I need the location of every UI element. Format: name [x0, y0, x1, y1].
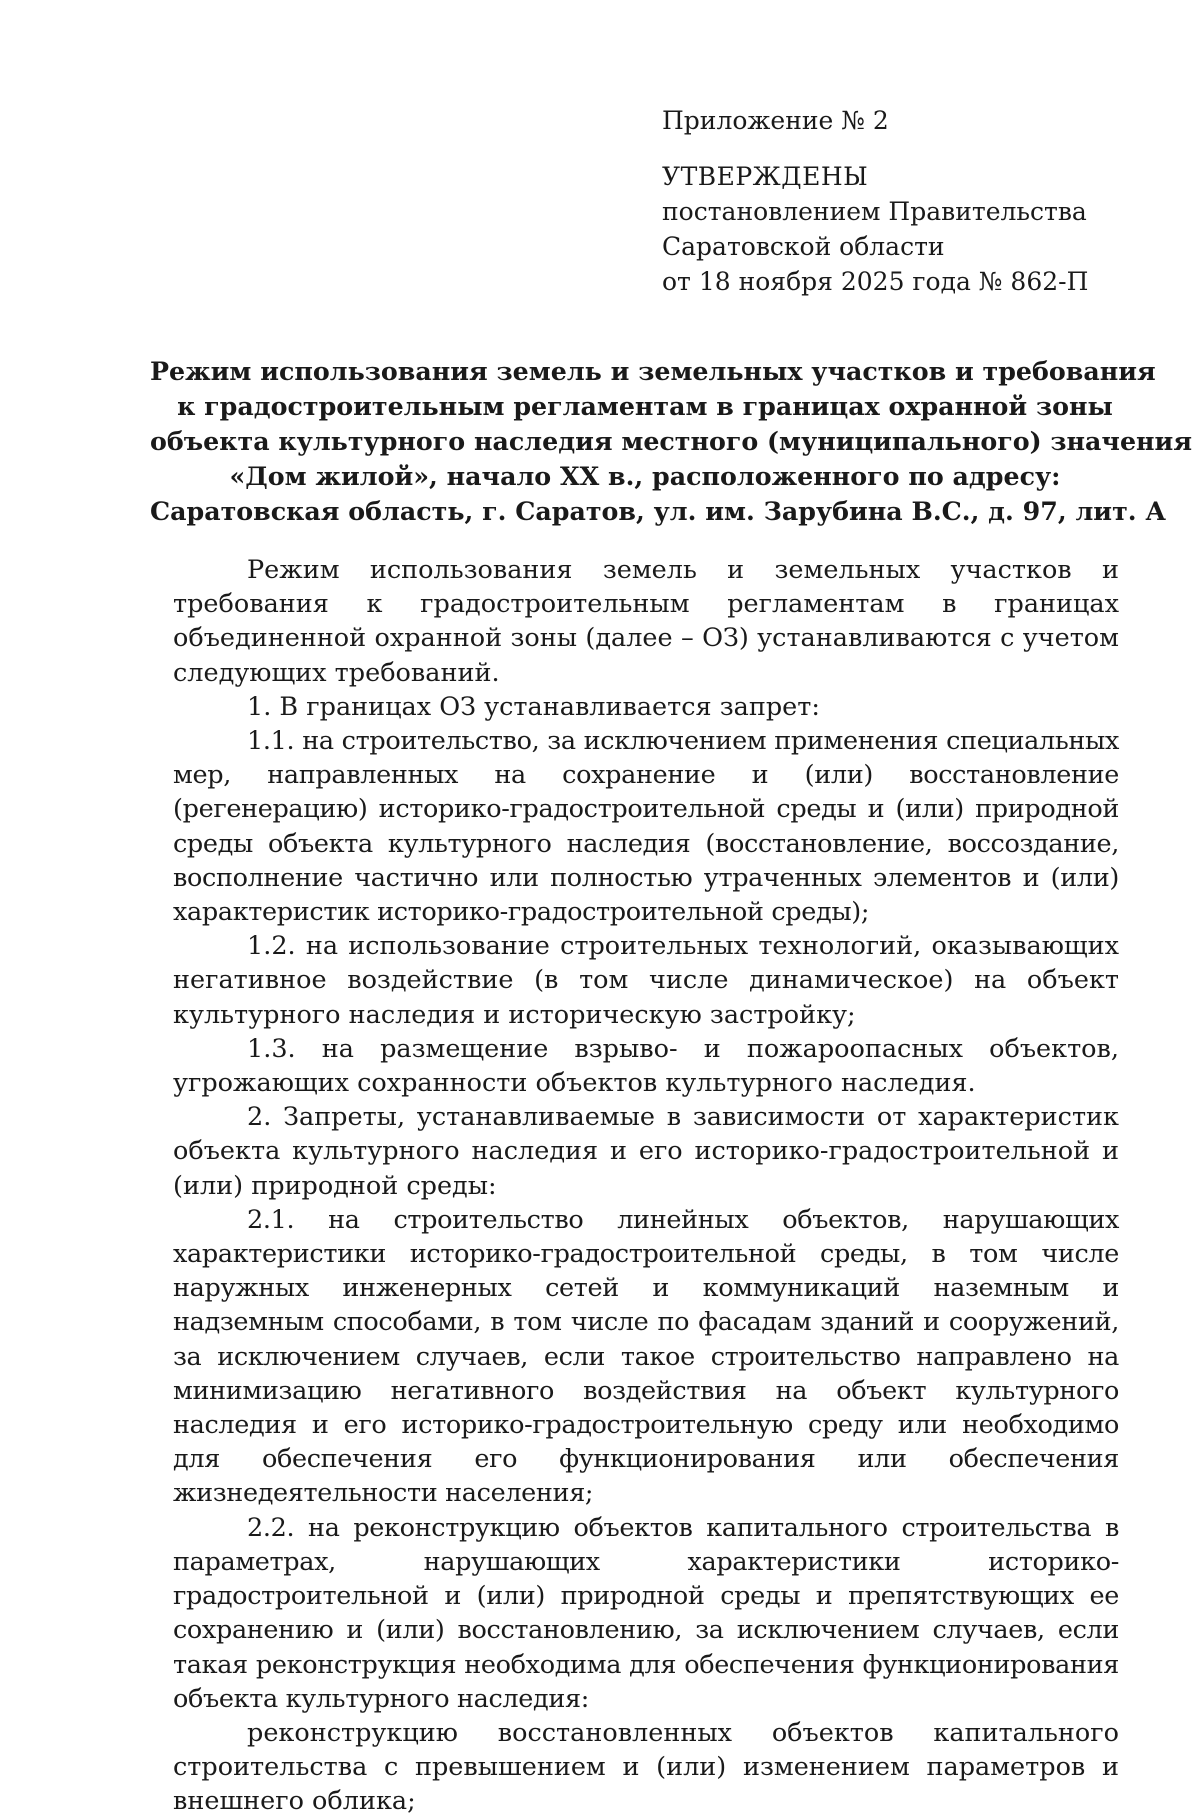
title-line: Режим использования земель и земельных участков и требования	[150, 356, 1156, 386]
approved-heading: УТВЕРЖДЕНЫ	[662, 162, 869, 191]
approval-line: от 18 ноября 2025 года № 862-П	[662, 267, 1089, 296]
approval-line: постановлением Правительства	[662, 197, 1087, 226]
paragraph-1-2: 1.2. на использование строительных технологий, оказывающих негативное воздействие (в том числе динамическое) на объект культурного наследия и историческую застройку;	[173, 931, 1119, 1030]
document-body	[173, 553, 1119, 1819]
paragraph-1-1: 1.1. на строительство, за исключением применения специальных мер, направленных на сохранение и (или) восстановление (регенерацию) историко-градостроительной среды и (или) природной среды объекта культурного наследия (восстановление, воссоздание, восполнение частично или полностью утраченных элементов и (или) характеристик историко-градостроительной среды);	[173, 726, 1119, 928]
annex-number: Приложение № 2	[662, 106, 889, 135]
document-title	[150, 354, 1193, 529]
paragraph-2-2-item: реконструкцию восстановленных объектов капитального строительства с превышением и (или) изменением параметров и внешнего облика;	[173, 1717, 1119, 1817]
paragraph-intro: Режим использования земель и земельных участков и требования к градостроительным регламентам в границах объединенной охранной зоны (далее – ОЗ) устанавливаются с учетом следующих требований.	[173, 555, 1119, 688]
paragraph-1: 1. В границах ОЗ устанавливается запрет:	[247, 691, 820, 722]
paragraph-2: 2. Запреты, устанавливаемые в зависимости от характеристик объекта культурного наследия и его историко-градостроительной и (или) природной среды:	[173, 1102, 1119, 1201]
title-line: «Дом жилой», начало XX в., расположенного по адресу:	[229, 461, 1061, 491]
title-line: объекта культурного наследия местного (муниципального) значения	[150, 426, 1193, 456]
approval-line: Саратовской области	[662, 232, 945, 261]
paragraph-2-2: 2.2. на реконструкцию объектов капитального строительства в параметрах, нарушающих характеристики историко-градостроительной и (или) природной среды и препятствующих ее сохранению и (или) восстановлению, за исключением случаев, если такая реконструкция необходима для обеспечения функционирования объекта культурного наследия:	[173, 1512, 1119, 1714]
paragraph-1-3: 1.3. на размещение взрыво- и пожароопасных объектов, угрожающих сохранности объектов культурного наследия.	[173, 1033, 1119, 1099]
paragraph-2-1: 2.1. на строительство линейных объектов, нарушающих характеристики историко-градостроительной среды, в том числе наружных инженерных сетей и коммуникаций наземным и надземным способами, в том числе по фасадам зданий и сооружений, за исключением случаев, если такое строительство направлено на минимизацию негативного воздействия на объект культурного наследия и его историко-градостроительную среду или необходимо для обеспечения его функционирования или обеспечения жизнедеятельности населения;	[173, 1204, 1119, 1509]
approval-block	[662, 103, 1122, 299]
title-line: Саратовская область, г. Саратов, ул. им. Зарубина В.С., д. 97, лит. А	[150, 496, 1166, 526]
title-line: к градостроительным регламентам в границах охранной зоны	[177, 391, 1113, 421]
